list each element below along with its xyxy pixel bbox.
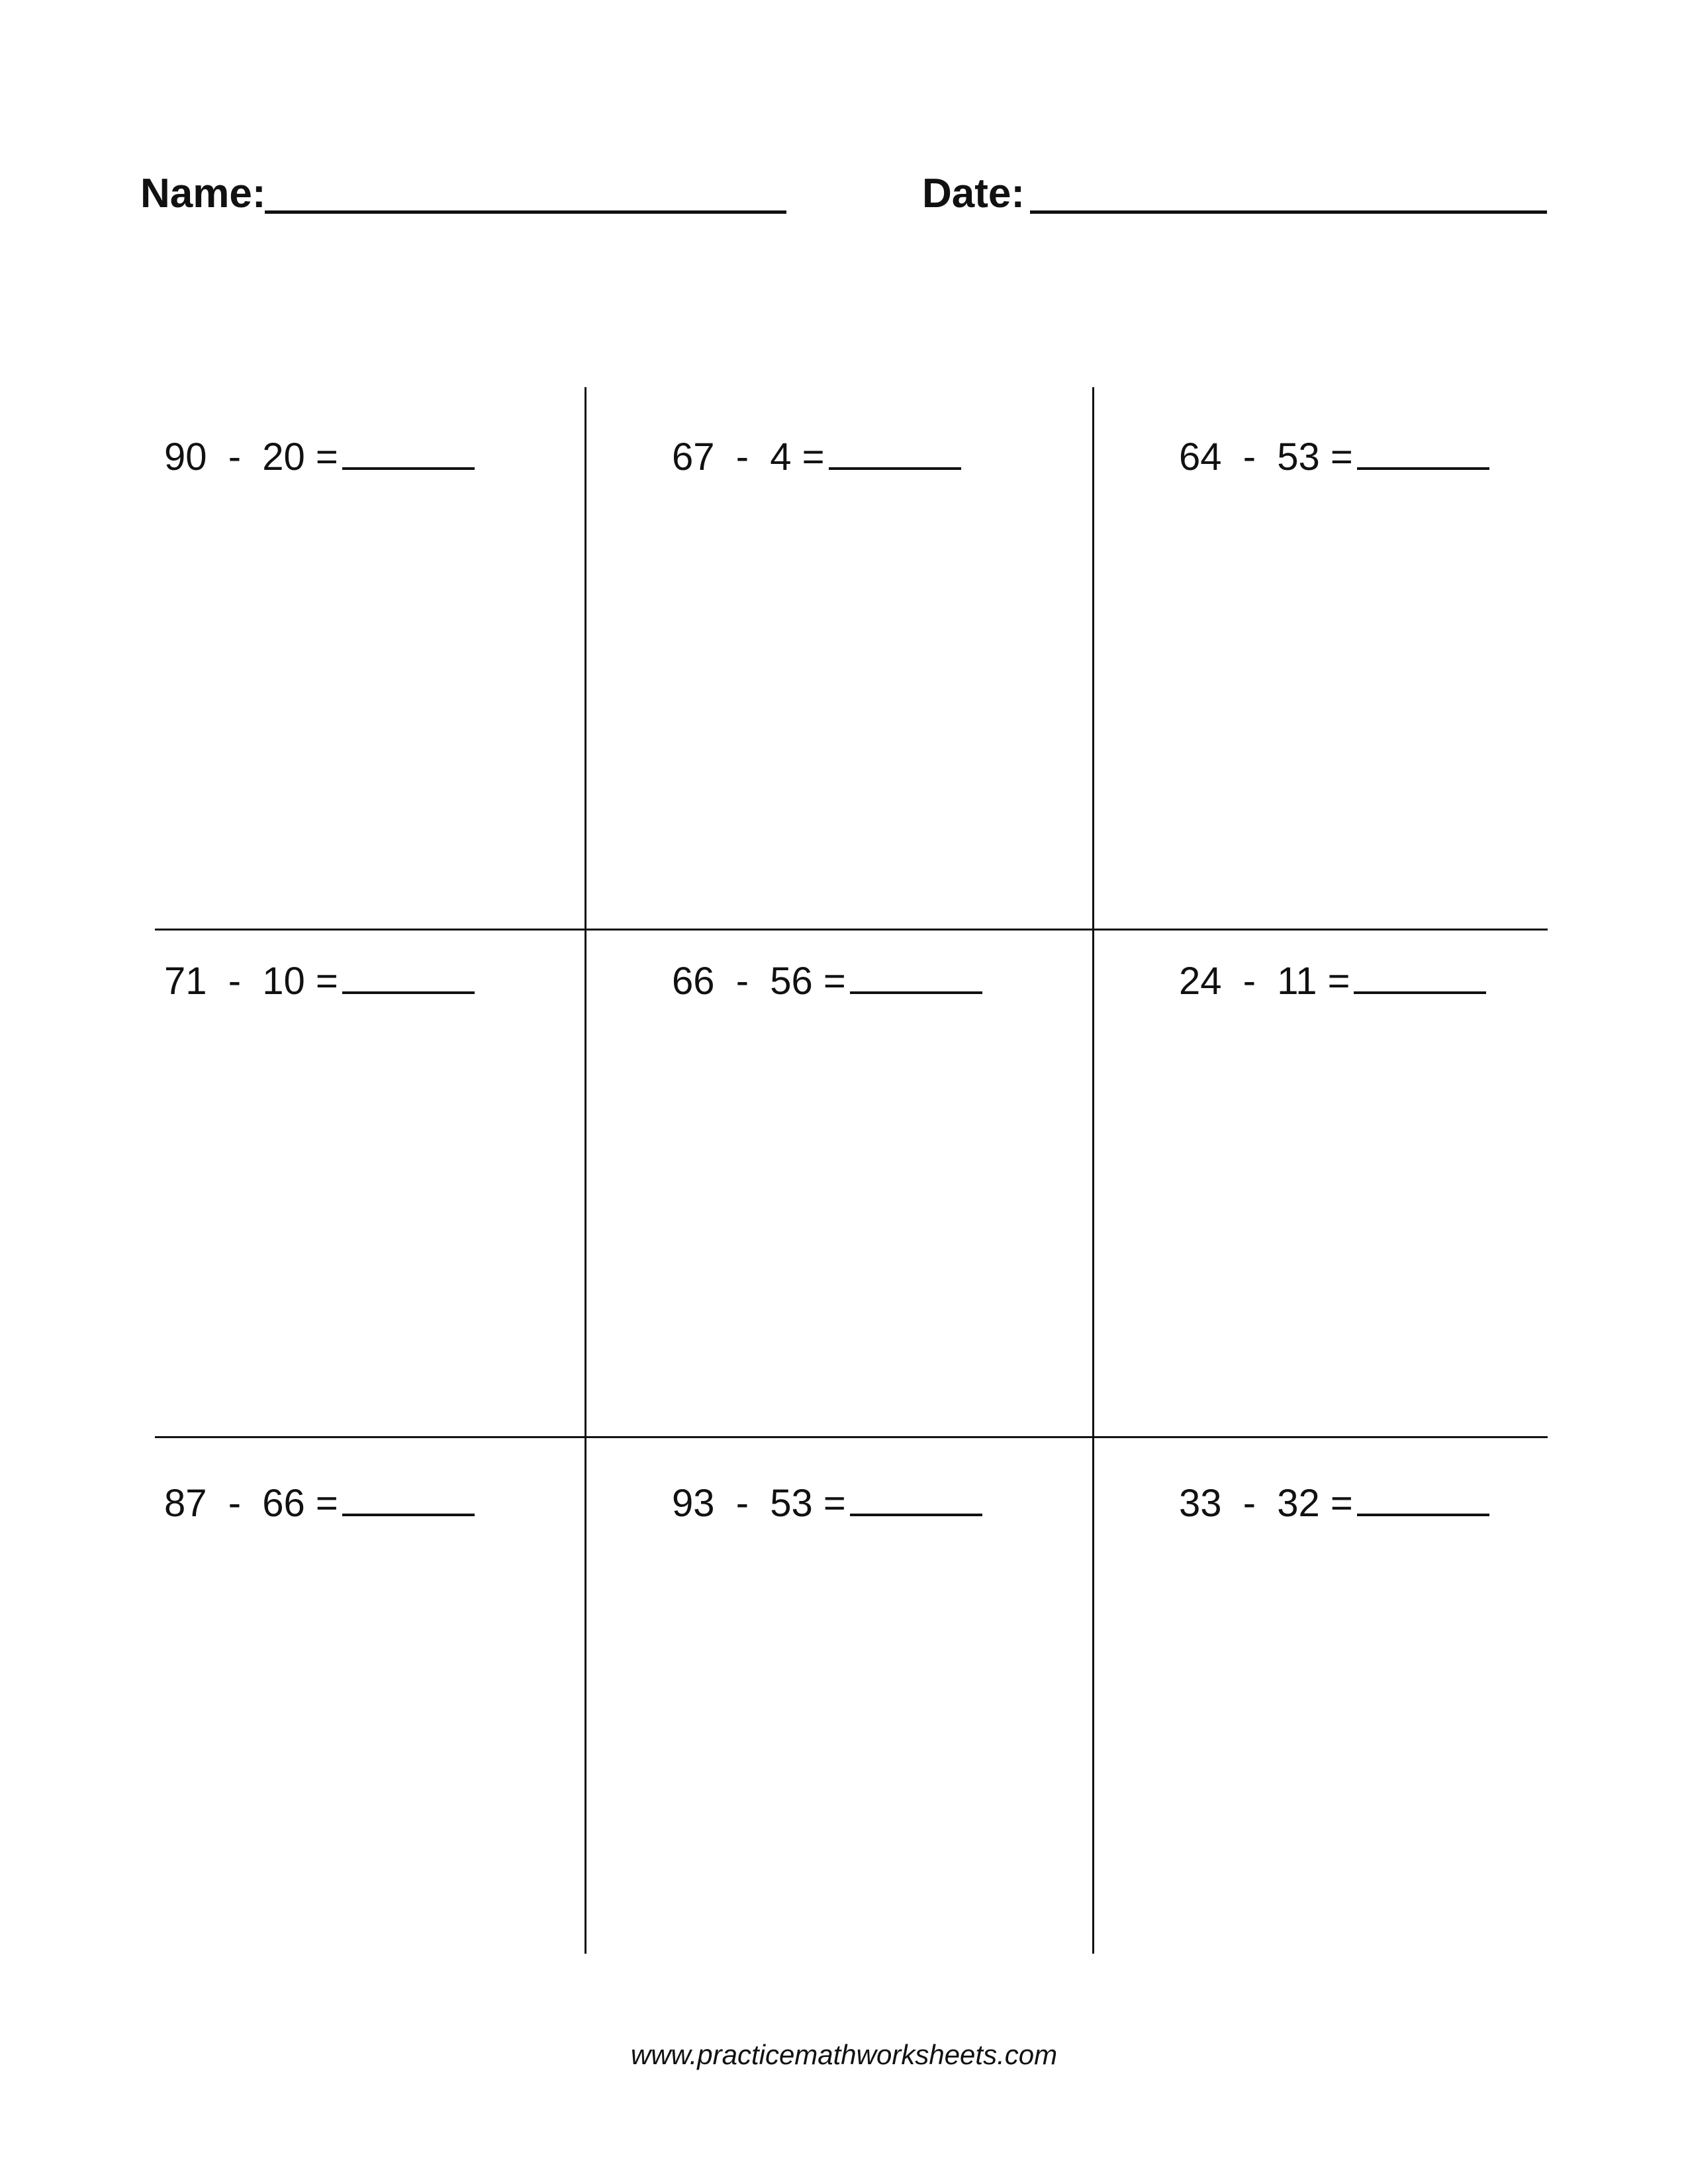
grid-divider-horizontal-top [155, 929, 1548, 931]
answer-blank[interactable] [1357, 1482, 1489, 1516]
problem-7 [164, 1480, 475, 1527]
problem-expression: 71 - 10 = [164, 960, 338, 1003]
name-answer-line[interactable] [265, 210, 786, 214]
name-label: Name: [140, 171, 266, 216]
answer-blank[interactable] [850, 960, 982, 994]
problem-5 [672, 958, 982, 1005]
problem-3 [1179, 434, 1489, 480]
problem-expression: 64 - 53 = [1179, 435, 1353, 478]
problem-4 [164, 958, 475, 1005]
problem-2 [672, 434, 961, 480]
problem-expression: 66 - 56 = [672, 960, 846, 1003]
problem-expression: 87 - 66 = [164, 1482, 338, 1525]
problem-6 [1179, 958, 1486, 1005]
problem-1 [164, 434, 475, 480]
problem-expression: 93 - 53 = [672, 1482, 846, 1525]
answer-blank[interactable] [829, 435, 961, 470]
problem-9 [1179, 1480, 1489, 1527]
problem-expression: 24 - 11 = [1179, 960, 1350, 1003]
problem-8 [672, 1480, 982, 1527]
date-label: Date: [922, 171, 1025, 216]
answer-blank[interactable] [342, 435, 475, 470]
date-answer-line[interactable] [1030, 210, 1547, 214]
grid-divider-horizontal-bottom [155, 1436, 1548, 1438]
grid-divider-vertical-left [585, 387, 586, 1954]
answer-blank[interactable] [850, 1482, 982, 1516]
answer-blank[interactable] [1357, 435, 1489, 470]
footer-url: www.practicemathworksheets.com [630, 2039, 1058, 2070]
problem-expression: 67 - 4 = [672, 435, 825, 478]
answer-blank[interactable] [1354, 960, 1486, 994]
grid-divider-vertical-right [1092, 387, 1094, 1954]
problem-expression: 90 - 20 = [164, 435, 338, 478]
answer-blank[interactable] [342, 960, 475, 994]
answer-blank[interactable] [342, 1482, 475, 1516]
problem-expression: 33 - 32 = [1179, 1482, 1353, 1525]
